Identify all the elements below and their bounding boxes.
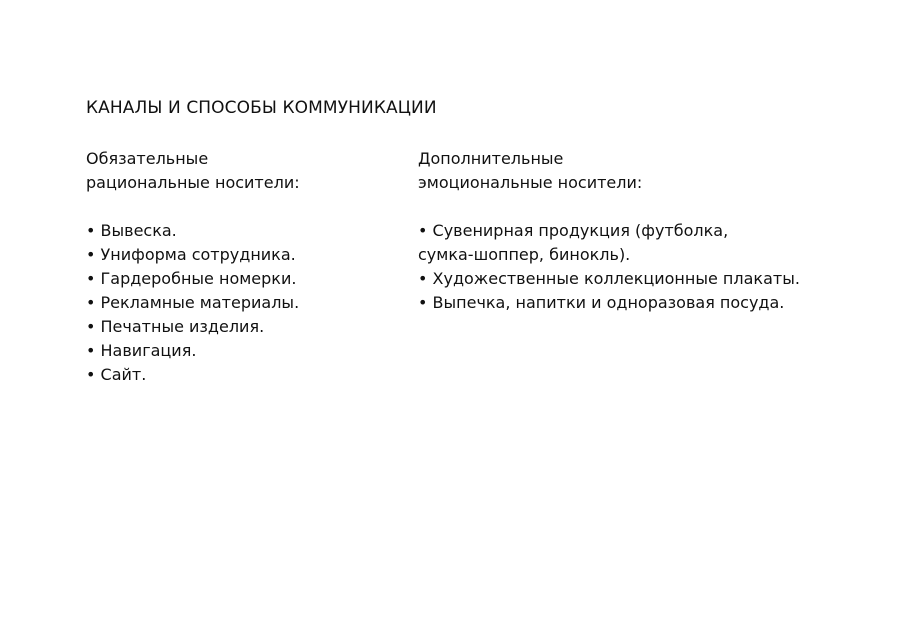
mandatory-carriers-list [86,219,300,387]
mandatory-carriers-heading [86,147,300,195]
additional-carriers-list [418,219,800,315]
heading-line: Обязательные [86,149,209,168]
list-item: сумка-шоппер, бинокль). [418,245,631,264]
list-item: • Художественные коллекционные плакаты. [418,269,800,288]
list-item: • Навигация. [86,341,197,360]
list-item: • Печатные изделия. [86,317,265,336]
heading-line: эмоциональные носители: [418,173,643,192]
list-item: • Сувенирная продукция (футболка, [418,221,729,240]
mandatory-carriers-column [86,147,300,387]
list-item: • Гардеробные номерки. [86,269,297,288]
heading-line: рациональные носители: [86,173,300,192]
page-title: КАНАЛЫ И СПОСОБЫ КОММУНИКАЦИИ [86,98,437,118]
list-item: • Вывеска. [86,221,177,240]
list-item: • Рекламные материалы. [86,293,300,312]
additional-carriers-heading [418,147,800,195]
heading-line: Дополнительные [418,149,564,168]
list-item: • Выпечка, напитки и одноразовая посуда. [418,293,785,312]
list-item: • Сайт. [86,365,147,384]
list-item: • Униформа сотрудника. [86,245,296,264]
additional-carriers-column [418,147,800,315]
